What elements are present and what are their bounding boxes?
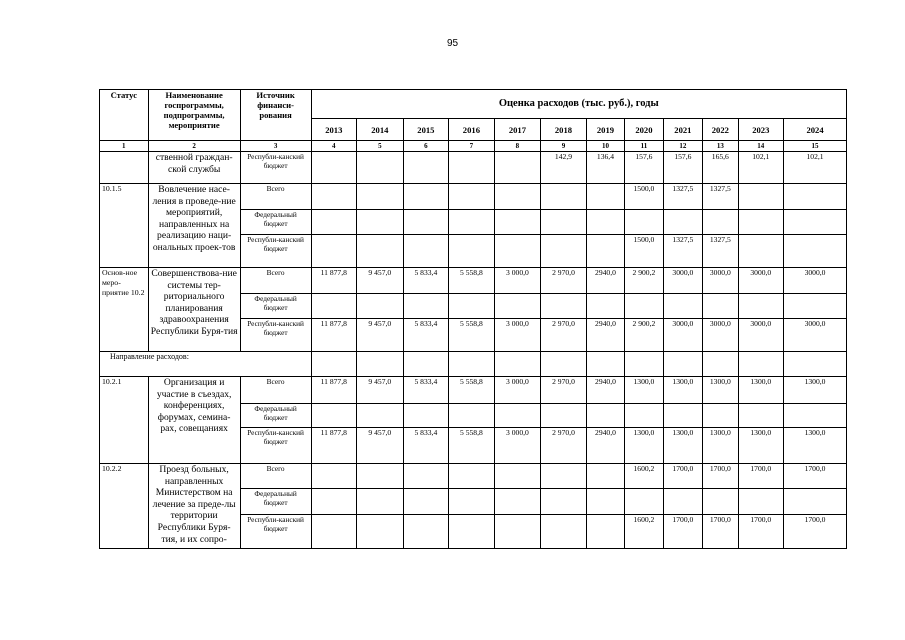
value-cell bbox=[357, 152, 404, 184]
value-cell bbox=[449, 294, 495, 319]
value-cell bbox=[625, 489, 663, 515]
value-cell bbox=[541, 515, 587, 549]
program-name: Совершенствова-ние системы тер-риториального планирования здравоохранения Республики Буря-тия bbox=[148, 268, 240, 352]
value-cell bbox=[663, 352, 702, 377]
source-cell: Федеральный бюджет bbox=[240, 404, 311, 428]
value-cell: 3 000,0 bbox=[494, 428, 541, 464]
source-cell: Республи-канский бюджет bbox=[240, 152, 311, 184]
header-year: 2024 bbox=[784, 119, 847, 141]
value-cell: 1300,0 bbox=[625, 428, 663, 464]
header-year: 2016 bbox=[449, 119, 495, 141]
value-cell bbox=[784, 235, 847, 268]
value-cell bbox=[494, 489, 541, 515]
header-estimate: Оценка расходов (тыс. руб.), годы bbox=[311, 90, 846, 119]
value-cell bbox=[663, 489, 702, 515]
value-cell bbox=[738, 184, 784, 210]
column-number: 2 bbox=[148, 141, 240, 152]
value-cell bbox=[449, 489, 495, 515]
value-cell bbox=[586, 184, 624, 210]
value-cell bbox=[403, 294, 449, 319]
value-cell: 3000,0 bbox=[663, 319, 702, 352]
value-cell bbox=[738, 294, 784, 319]
value-cell bbox=[541, 294, 587, 319]
value-cell: 9 457,0 bbox=[357, 319, 404, 352]
source-cell: Всего bbox=[240, 464, 311, 489]
value-cell: 102,1 bbox=[738, 152, 784, 184]
value-cell bbox=[541, 489, 587, 515]
value-cell bbox=[541, 210, 587, 235]
value-cell: 1327,5 bbox=[663, 184, 702, 210]
value-cell bbox=[625, 352, 663, 377]
source-cell: Республи-канский бюджет bbox=[240, 319, 311, 352]
value-cell bbox=[663, 210, 702, 235]
value-cell: 5 558,8 bbox=[449, 377, 495, 404]
value-cell bbox=[738, 210, 784, 235]
status-cell bbox=[100, 152, 149, 184]
header-status: Статус bbox=[100, 90, 149, 141]
value-cell: 1700,0 bbox=[703, 464, 738, 489]
value-cell: 142,9 bbox=[541, 152, 587, 184]
header-name: Наименование госпрограммы, подпрограммы, мероприятие bbox=[148, 90, 240, 141]
table-row bbox=[100, 377, 847, 404]
value-cell bbox=[494, 152, 541, 184]
value-cell bbox=[311, 404, 357, 428]
value-cell: 11 877,8 bbox=[311, 428, 357, 464]
value-cell: 2 970,0 bbox=[541, 268, 587, 294]
value-cell: 1327,5 bbox=[663, 235, 702, 268]
value-cell bbox=[625, 294, 663, 319]
value-cell: 3000,0 bbox=[784, 268, 847, 294]
column-number: 4 bbox=[311, 141, 357, 152]
value-cell: 5 833,4 bbox=[403, 377, 449, 404]
value-cell: 1300,0 bbox=[738, 428, 784, 464]
value-cell bbox=[311, 152, 357, 184]
value-cell bbox=[738, 235, 784, 268]
value-cell: 5 558,8 bbox=[449, 319, 495, 352]
value-cell bbox=[738, 352, 784, 377]
value-cell: 1300,0 bbox=[738, 377, 784, 404]
value-cell bbox=[449, 404, 495, 428]
value-cell bbox=[494, 294, 541, 319]
value-cell bbox=[311, 464, 357, 489]
header-year: 2020 bbox=[625, 119, 663, 141]
value-cell bbox=[738, 489, 784, 515]
source-cell: Федеральный бюджет bbox=[240, 210, 311, 235]
value-cell bbox=[449, 235, 495, 268]
value-cell: 3000,0 bbox=[784, 319, 847, 352]
column-number: 1 bbox=[100, 141, 149, 152]
header-year: 2017 bbox=[494, 119, 541, 141]
value-cell bbox=[784, 489, 847, 515]
value-cell: 9 457,0 bbox=[357, 268, 404, 294]
column-number: 3 bbox=[240, 141, 311, 152]
column-number: 11 bbox=[625, 141, 663, 152]
value-cell bbox=[494, 464, 541, 489]
value-cell bbox=[703, 489, 738, 515]
value-cell bbox=[403, 235, 449, 268]
table-row bbox=[100, 268, 847, 294]
value-cell: 157,6 bbox=[663, 152, 702, 184]
header-year: 2021 bbox=[663, 119, 702, 141]
value-cell: 1700,0 bbox=[784, 515, 847, 549]
value-cell bbox=[541, 235, 587, 268]
value-cell bbox=[625, 404, 663, 428]
column-number: 7 bbox=[449, 141, 495, 152]
header-year: 2022 bbox=[703, 119, 738, 141]
value-cell: 5 558,8 bbox=[449, 428, 495, 464]
value-cell bbox=[703, 352, 738, 377]
value-cell bbox=[586, 464, 624, 489]
value-cell bbox=[586, 489, 624, 515]
value-cell bbox=[403, 489, 449, 515]
header-year: 2023 bbox=[738, 119, 784, 141]
source-cell: Республи-канский бюджет bbox=[240, 515, 311, 549]
value-cell bbox=[586, 352, 624, 377]
value-cell bbox=[541, 464, 587, 489]
value-cell bbox=[311, 235, 357, 268]
value-cell bbox=[449, 184, 495, 210]
program-name: Проезд больных, направленных Министерством на лечение за преде-лы территории Республики Буря-тия, и их сопро- bbox=[148, 464, 240, 549]
budget-table bbox=[99, 89, 847, 549]
value-cell: 2940,0 bbox=[586, 428, 624, 464]
value-cell: 3000,0 bbox=[738, 319, 784, 352]
source-cell: Всего bbox=[240, 268, 311, 294]
value-cell: 136,4 bbox=[586, 152, 624, 184]
value-cell: 2 970,0 bbox=[541, 377, 587, 404]
value-cell bbox=[738, 404, 784, 428]
value-cell bbox=[311, 515, 357, 549]
value-cell bbox=[311, 352, 357, 377]
value-cell: 2 970,0 bbox=[541, 428, 587, 464]
value-cell: 102,1 bbox=[784, 152, 847, 184]
column-number: 15 bbox=[784, 141, 847, 152]
value-cell bbox=[663, 404, 702, 428]
header-source: Источник финанси-рования bbox=[240, 90, 311, 141]
value-cell bbox=[357, 489, 404, 515]
value-cell bbox=[449, 464, 495, 489]
table-row bbox=[100, 352, 847, 377]
value-cell: 1700,0 bbox=[663, 464, 702, 489]
table-row bbox=[100, 152, 847, 184]
header-year: 2014 bbox=[357, 119, 404, 141]
status-cell: 10.1.5 bbox=[100, 184, 149, 268]
header-year: 2019 bbox=[586, 119, 624, 141]
value-cell bbox=[357, 210, 404, 235]
value-cell: 1327,5 bbox=[703, 184, 738, 210]
value-cell: 5 833,4 bbox=[403, 268, 449, 294]
value-cell bbox=[784, 294, 847, 319]
status-cell: 10.2.1 bbox=[100, 377, 149, 464]
value-cell: 5 833,4 bbox=[403, 428, 449, 464]
source-cell: Республи-канский бюджет bbox=[240, 428, 311, 464]
value-cell bbox=[494, 352, 541, 377]
value-cell bbox=[403, 184, 449, 210]
value-cell: 11 877,8 bbox=[311, 268, 357, 294]
status-cell: Основ-ное меро-приятие 10.2 bbox=[100, 268, 149, 352]
source-cell: Федеральный бюджет bbox=[240, 489, 311, 515]
value-cell: 1700,0 bbox=[703, 515, 738, 549]
value-cell: 2940,0 bbox=[586, 377, 624, 404]
value-cell bbox=[625, 210, 663, 235]
value-cell: 3 000,0 bbox=[494, 268, 541, 294]
value-cell bbox=[357, 515, 404, 549]
value-cell bbox=[449, 152, 495, 184]
value-cell: 2940,0 bbox=[586, 268, 624, 294]
header-year: 2013 bbox=[311, 119, 357, 141]
value-cell bbox=[403, 152, 449, 184]
value-cell bbox=[784, 210, 847, 235]
value-cell: 1300,0 bbox=[784, 428, 847, 464]
value-cell: 11 877,8 bbox=[311, 377, 357, 404]
header-year: 2015 bbox=[403, 119, 449, 141]
value-cell bbox=[586, 404, 624, 428]
value-cell bbox=[586, 294, 624, 319]
value-cell: 1500,0 bbox=[625, 184, 663, 210]
value-cell: 1300,0 bbox=[663, 428, 702, 464]
value-cell: 1500,0 bbox=[625, 235, 663, 268]
source-cell: Республи-канский бюджет bbox=[240, 235, 311, 268]
value-cell bbox=[357, 294, 404, 319]
value-cell bbox=[703, 404, 738, 428]
column-number: 8 bbox=[494, 141, 541, 152]
value-cell bbox=[357, 235, 404, 268]
value-cell: 1327,5 bbox=[703, 235, 738, 268]
value-cell: 9 457,0 bbox=[357, 428, 404, 464]
value-cell: 1300,0 bbox=[784, 377, 847, 404]
value-cell bbox=[403, 464, 449, 489]
value-cell bbox=[403, 515, 449, 549]
value-cell bbox=[403, 352, 449, 377]
value-cell: 1300,0 bbox=[663, 377, 702, 404]
value-cell bbox=[311, 489, 357, 515]
value-cell: 11 877,8 bbox=[311, 319, 357, 352]
value-cell: 3000,0 bbox=[703, 319, 738, 352]
value-cell bbox=[494, 235, 541, 268]
value-cell: 2 900,2 bbox=[625, 319, 663, 352]
program-name: ственной граждан-ской службы bbox=[148, 152, 240, 184]
value-cell bbox=[357, 404, 404, 428]
program-name: Организация и участие в съездах, конференциях, форумах, семина-рах, совещаниях bbox=[148, 377, 240, 464]
value-cell bbox=[494, 184, 541, 210]
value-cell bbox=[784, 184, 847, 210]
program-name: Вовлечение насе-ления в проведе-ние мероприятий, направленных на реализацию нaци-ональных проек-тов bbox=[148, 184, 240, 268]
value-cell: 1300,0 bbox=[703, 377, 738, 404]
value-cell: 1600,2 bbox=[625, 515, 663, 549]
value-cell: 165,6 bbox=[703, 152, 738, 184]
value-cell: 3000,0 bbox=[738, 268, 784, 294]
value-cell bbox=[703, 294, 738, 319]
value-cell: 2940,0 bbox=[586, 319, 624, 352]
value-cell bbox=[586, 235, 624, 268]
value-cell bbox=[494, 515, 541, 549]
column-number: 5 bbox=[357, 141, 404, 152]
value-cell: 3 000,0 bbox=[494, 319, 541, 352]
value-cell: 2 970,0 bbox=[541, 319, 587, 352]
status-cell: 10.2.2 bbox=[100, 464, 149, 549]
value-cell: 5 558,8 bbox=[449, 268, 495, 294]
value-cell: 3 000,0 bbox=[494, 377, 541, 404]
value-cell bbox=[403, 404, 449, 428]
value-cell: 1700,0 bbox=[663, 515, 702, 549]
value-cell: 9 457,0 bbox=[357, 377, 404, 404]
column-number: 13 bbox=[703, 141, 738, 152]
value-cell bbox=[541, 352, 587, 377]
column-number: 14 bbox=[738, 141, 784, 152]
value-cell bbox=[541, 404, 587, 428]
value-cell: 3000,0 bbox=[663, 268, 702, 294]
value-cell: 2 900,2 bbox=[625, 268, 663, 294]
page-number: 95 bbox=[446, 38, 459, 49]
column-number: 6 bbox=[403, 141, 449, 152]
value-cell bbox=[784, 352, 847, 377]
table-row bbox=[100, 464, 847, 489]
column-number: 10 bbox=[586, 141, 624, 152]
value-cell: 5 833,4 bbox=[403, 319, 449, 352]
value-cell: 157,6 bbox=[625, 152, 663, 184]
value-cell: 1700,0 bbox=[784, 464, 847, 489]
value-cell bbox=[663, 294, 702, 319]
value-cell bbox=[703, 210, 738, 235]
value-cell bbox=[357, 184, 404, 210]
value-cell: 3000,0 bbox=[703, 268, 738, 294]
value-cell bbox=[357, 464, 404, 489]
value-cell bbox=[311, 294, 357, 319]
value-cell bbox=[449, 210, 495, 235]
source-cell: Федеральный бюджет bbox=[240, 294, 311, 319]
source-cell: Всего bbox=[240, 184, 311, 210]
header-year: 2018 bbox=[541, 119, 587, 141]
value-cell: 1700,0 bbox=[738, 515, 784, 549]
value-cell bbox=[784, 404, 847, 428]
direction-label: Направление расходов: bbox=[100, 352, 312, 377]
value-cell bbox=[449, 352, 495, 377]
value-cell: 1300,0 bbox=[703, 428, 738, 464]
column-number: 9 bbox=[541, 141, 587, 152]
value-cell bbox=[311, 210, 357, 235]
table-row bbox=[100, 184, 847, 210]
value-cell bbox=[449, 515, 495, 549]
value-cell: 1700,0 bbox=[738, 464, 784, 489]
value-cell bbox=[494, 210, 541, 235]
value-cell bbox=[541, 184, 587, 210]
value-cell: 1600,2 bbox=[625, 464, 663, 489]
value-cell bbox=[586, 515, 624, 549]
value-cell bbox=[311, 184, 357, 210]
source-cell: Всего bbox=[240, 377, 311, 404]
value-cell: 1300,0 bbox=[625, 377, 663, 404]
value-cell bbox=[403, 210, 449, 235]
value-cell bbox=[357, 352, 404, 377]
column-number: 12 bbox=[663, 141, 702, 152]
value-cell bbox=[586, 210, 624, 235]
value-cell bbox=[494, 404, 541, 428]
